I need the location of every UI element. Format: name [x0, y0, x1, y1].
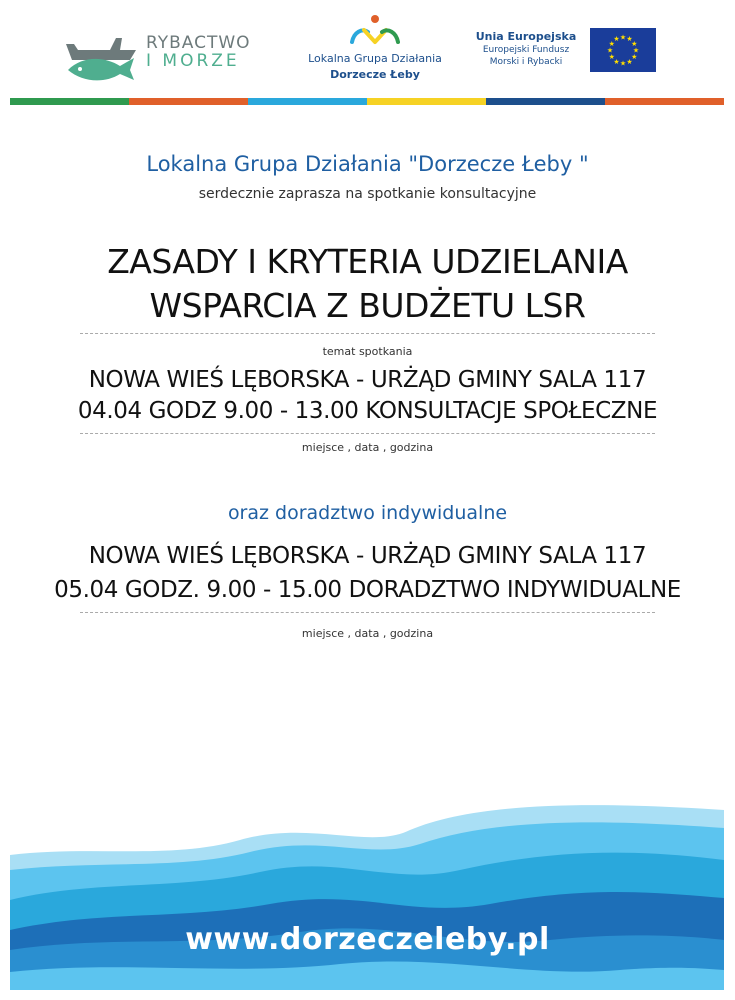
color-stripe — [486, 98, 605, 105]
topic-caption: temat spotkania — [322, 345, 413, 358]
eu-fund-line2: Morski i Rybacki — [489, 57, 563, 67]
eu-star-icon: ★ — [613, 57, 620, 66]
rybactwo-text: RYBACTWO — [146, 33, 251, 53]
color-stripe — [10, 98, 129, 105]
page-title — [0, 240, 735, 328]
eu-star-icon: ★ — [631, 53, 638, 61]
meeting1-place: NOWA WIEŚ LĘBORSKA - URŻĄD GMINY SALA 117 — [88, 367, 647, 393]
eu-star-icon: ★ — [632, 46, 640, 55]
color-stripe — [605, 98, 724, 105]
eu-star-icon: ★ — [619, 59, 627, 68]
divider — [80, 612, 655, 613]
invitation-text: serdecznie zaprasza na spotkanie konsultacyjne — [198, 186, 537, 202]
meeting2-caption: miejsce , data , godzina — [301, 627, 434, 640]
advisory-heading: oraz doradztwo indywidualne — [227, 502, 508, 524]
website-link[interactable]: www.dorzeczeleby.pl — [185, 922, 550, 957]
waves-graphic — [10, 800, 724, 990]
divider — [80, 433, 655, 434]
eu-logo — [472, 28, 658, 76]
eu-title: Unia Europejska — [475, 30, 577, 43]
eu-star-icon: ★ — [619, 33, 627, 42]
lgd-subname: Dorzecze Łeby — [330, 68, 420, 81]
divider — [80, 333, 655, 334]
eu-fund-line1: Europejski Fundusz — [482, 45, 570, 55]
eu-star-icon: ★ — [631, 40, 638, 48]
meeting2-date-time: 05.04 GODZ. 9.00 - 15.00 DORADZTWO INDYWIDUALNE — [54, 577, 681, 603]
color-stripe-bar — [10, 98, 724, 105]
organizer-heading: Lokalna Grupa Działania "Dorzecze Łeby " — [146, 152, 589, 176]
lgd-dorzecze-leby-logo — [300, 14, 450, 84]
color-stripe — [248, 98, 367, 105]
lgd-figures-icon — [340, 14, 410, 50]
eu-star-icon: ★ — [608, 40, 615, 48]
eu-star-icon: ★ — [626, 57, 633, 66]
eu-star-icon: ★ — [613, 35, 620, 44]
meeting1-caption: miejsce , data , godzina — [301, 441, 434, 454]
eu-star-icon: ★ — [626, 35, 633, 44]
i-morze-text: I MORZE — [146, 51, 240, 71]
rybactwo-i-morze-logo — [64, 28, 264, 84]
eu-star-icon: ★ — [606, 46, 614, 55]
eu-flag-icon — [590, 28, 656, 72]
meeting1-date-time: 04.04 GODZ 9.00 - 13.00 KONSULTACJE SPOŁECZNE — [77, 398, 658, 424]
color-stripe — [129, 98, 248, 105]
color-stripe — [367, 98, 486, 105]
title-line2: WSPARCIA Z BUDŻETU LSR — [149, 286, 586, 325]
meeting2-place: NOWA WIEŚ LĘBORSKA - URŻĄD GMINY SALA 117 — [88, 543, 647, 569]
lgd-name: Lokalna Grupa Działania — [308, 52, 442, 65]
title-line1: ZASADY I KRYTERIA UDZIELANIA — [107, 242, 628, 281]
fish-boat-icon — [64, 30, 142, 82]
eu-star-icon: ★ — [608, 53, 615, 61]
